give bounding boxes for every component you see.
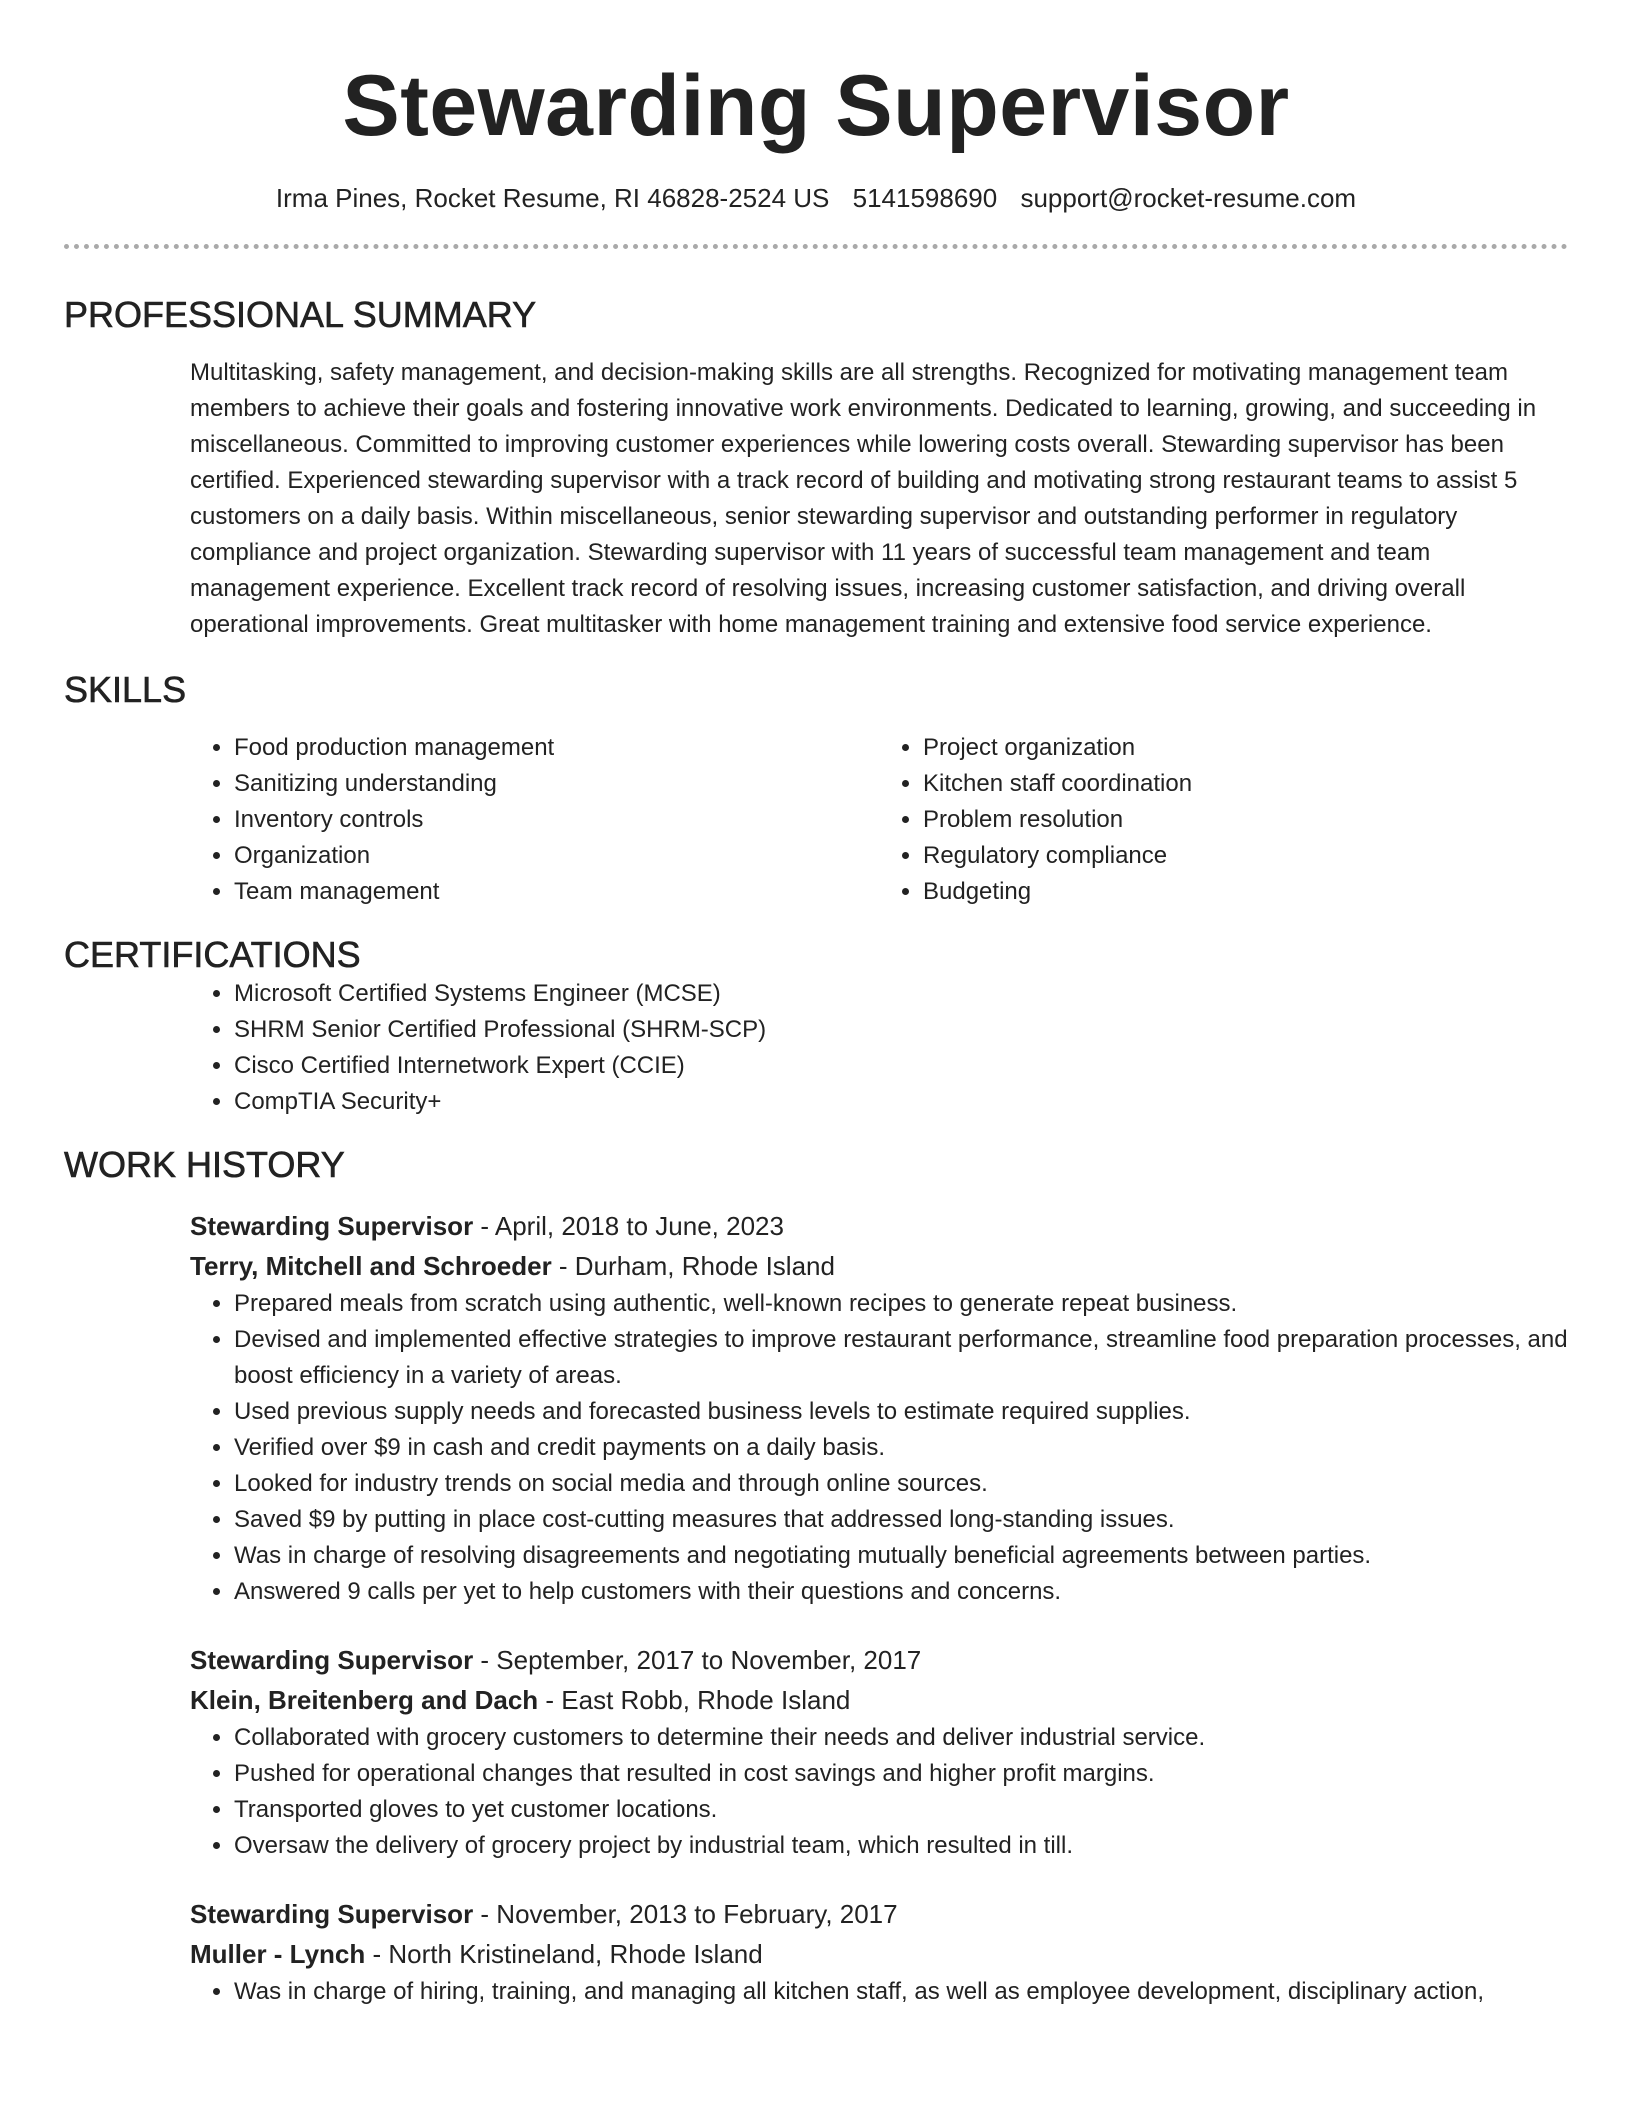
job-role-line xyxy=(190,1206,1568,1246)
skills-grid xyxy=(190,730,1568,910)
job-role: Stewarding Supervisor xyxy=(190,1645,474,1675)
job-bullet: • Used previous supply needs and forecasted business levels to estimate required supplies. xyxy=(234,1394,1568,1430)
skill-item: • Sanitizing understanding xyxy=(234,766,879,802)
summary-text: Multitasking, safety management, and decision-making skills are all strengths. Recognized for motivating management team members to achieve their goals and fostering innovative work environments. Dedicated to learning, growing, and succeeding in miscellaneous. Committed to improving customer experiences while lowering costs overall. Stewarding supervisor has been certified. Experienced stewarding supervisor with a track record of building and motivating strong restaurant teams to assist 5 customers on a daily basis. Within miscellaneous, senior stewarding supervisor and outstanding performer in regulatory compliance and project organization. Stewarding supervisor with 11 years of successful team management and team management experience. Excellent track record of resolving issues, increasing customer satisfaction, and driving overall operational improvements. Great multitasker with home management training and extensive food service experience. xyxy=(190,359,1537,638)
job-bullets xyxy=(190,1720,1568,1864)
job-dates: - November, 2013 to February, 2017 xyxy=(473,1899,898,1929)
job-bullet: • Answered 9 calls per yet to help customers with their questions and concerns. xyxy=(234,1574,1568,1610)
job-dates: - September, 2017 to November, 2017 xyxy=(473,1645,922,1675)
job-bullet: • Was in charge of resolving disagreements and negotiating mutually beneficial agreements between parties. xyxy=(234,1538,1568,1574)
job-bullet: • Saved $9 by putting in place cost-cutting measures that addressed long-standing issues. xyxy=(234,1502,1568,1538)
job-role-line xyxy=(190,1640,1568,1680)
skill-item: • Problem resolution xyxy=(923,802,1568,838)
job-bullet: • Was in charge of hiring, training, and managing all kitchen staff, as well as employee development, disciplinary action, xyxy=(234,1974,1568,2010)
job-location: - North Kristineland, Rhode Island xyxy=(365,1939,763,1969)
contact-email: support@rocket-resume.com xyxy=(1020,183,1357,213)
job-company-line xyxy=(190,1934,1568,1974)
job-bullet: • Devised and implemented effective strategies to improve restaurant performance, streamline food preparation processes, and boost efficiency in a variety of areas. xyxy=(234,1322,1568,1394)
skill-item: • Project organization xyxy=(923,730,1568,766)
job-entry xyxy=(190,1894,1568,2010)
job-company-line xyxy=(190,1680,1568,1720)
job-entry xyxy=(190,1640,1568,1864)
job-company: Klein, Breitenberg and Dach xyxy=(190,1685,539,1715)
contact-line xyxy=(64,182,1568,214)
job-bullet: • Oversaw the delivery of grocery project by industrial team, which resulted in till. xyxy=(234,1828,1568,1864)
skills-list-left xyxy=(190,730,879,910)
certification-item: • Microsoft Certified Systems Engineer (MCSE) xyxy=(234,976,1568,1012)
resume-name: Stewarding Supervisor xyxy=(342,58,1290,154)
job-company-line xyxy=(190,1246,1568,1286)
skill-item: • Budgeting xyxy=(923,874,1568,910)
skills-heading: SKILLS xyxy=(64,669,187,710)
skills-list-right xyxy=(879,730,1568,910)
certification-item: • SHRM Senior Certified Professional (SHRM-SCP) xyxy=(234,1012,1568,1048)
job-bullet: • Collaborated with grocery customers to determine their needs and deliver industrial service. xyxy=(234,1720,1568,1756)
job-bullet: • Pushed for operational changes that resulted in cost savings and higher profit margins. xyxy=(234,1756,1568,1792)
certifications-heading: CERTIFICATIONS xyxy=(64,934,361,975)
job-bullet: • Prepared meals from scratch using authentic, well-known recipes to generate repeat business. xyxy=(234,1286,1568,1322)
certification-item: • CompTIA Security+ xyxy=(234,1084,1568,1120)
skills-section xyxy=(64,730,1568,910)
job-bullet: • Looked for industry trends on social media and through online sources. xyxy=(234,1466,1568,1502)
contact-phone: 5141598690 xyxy=(852,183,998,213)
skill-item: • Food production management xyxy=(234,730,879,766)
job-dates: - April, 2018 to June, 2023 xyxy=(473,1211,784,1241)
job-location: - East Robb, Rhode Island xyxy=(538,1685,851,1715)
resume-header xyxy=(64,0,1568,249)
header-divider xyxy=(64,244,1568,249)
job-role: Stewarding Supervisor xyxy=(190,1211,474,1241)
job-role-line xyxy=(190,1894,1568,1934)
skill-item: • Kitchen staff coordination xyxy=(923,766,1568,802)
certification-item: • Cisco Certified Internetwork Expert (CCIE) xyxy=(234,1048,1568,1084)
work-history-heading: WORK HISTORY xyxy=(64,1144,345,1185)
job-bullet: • Verified over $9 in cash and credit payments on a daily basis. xyxy=(234,1430,1568,1466)
certifications-section xyxy=(64,976,1568,1120)
summary-section xyxy=(64,355,1568,643)
job-bullets xyxy=(190,1286,1568,1610)
job-company: Muller - Lynch xyxy=(190,1939,366,1969)
job-location: - Durham, Rhode Island xyxy=(551,1251,835,1281)
contact-address: Irma Pines, Rocket Resume, RI 46828-2524 US xyxy=(275,183,830,213)
skill-item: • Inventory controls xyxy=(234,802,879,838)
work-history-section xyxy=(64,1206,1568,2010)
skill-item: • Organization xyxy=(234,838,879,874)
job-bullet: • Transported gloves to yet customer locations. xyxy=(234,1792,1568,1828)
summary-heading: PROFESSIONAL SUMMARY xyxy=(64,294,537,335)
job-entry xyxy=(190,1206,1568,1610)
certifications-list xyxy=(190,976,1568,1120)
job-role: Stewarding Supervisor xyxy=(190,1899,474,1929)
skill-item: • Team management xyxy=(234,874,879,910)
job-company: Terry, Mitchell and Schroeder xyxy=(190,1251,552,1281)
skill-item: • Regulatory compliance xyxy=(923,838,1568,874)
job-bullets xyxy=(190,1974,1568,2010)
